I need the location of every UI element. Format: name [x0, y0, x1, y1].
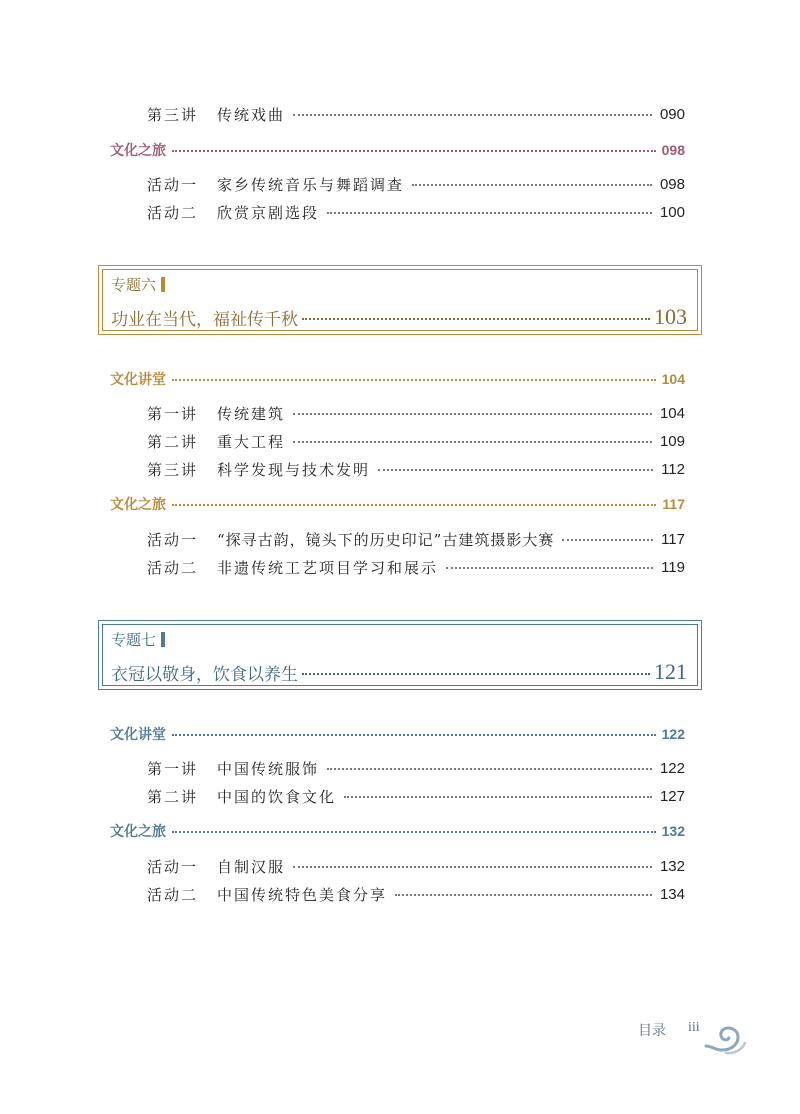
topic-page: 121	[654, 659, 687, 684]
entry-title: 中国传统服饰	[217, 759, 320, 778]
entry-number: 活动二	[147, 203, 199, 222]
entry-page: 109	[659, 432, 685, 450]
entry-title: 文化讲堂	[110, 726, 166, 742]
dot-leader	[172, 734, 656, 736]
entry-title: 中国传统特色美食分享	[217, 885, 388, 904]
dot-leader	[293, 441, 652, 443]
dot-leader	[172, 150, 656, 152]
footer-page-number: iii	[688, 1020, 700, 1035]
entry-page: 117	[662, 496, 685, 512]
toc-entry-culture-journey-6[interactable]	[110, 492, 685, 516]
page-footer	[638, 1020, 700, 1040]
entry-title: 重大工程	[217, 432, 286, 451]
topic-label-text: 专题七	[111, 632, 157, 649]
topic-label-text: 专题六	[111, 277, 157, 294]
entry-page: 132	[661, 823, 685, 839]
entry-title: “探寻古韵，镜头下的历史印记”古建筑摄影大赛	[217, 530, 555, 549]
dot-leader	[172, 379, 656, 381]
toc-entry-activity1-music-survey[interactable]	[147, 172, 685, 196]
dot-leader	[293, 866, 652, 868]
entry-page: 098	[661, 142, 685, 158]
entry-number: 第三讲	[147, 105, 199, 124]
dot-leader	[344, 796, 652, 798]
toc-entry-lecture1-architecture[interactable]	[147, 401, 685, 425]
entry-title: 欣赏京剧选段	[217, 203, 320, 222]
topic7-header-box[interactable]	[98, 620, 702, 690]
toc-entry-lecture3-opera[interactable]	[147, 102, 685, 126]
toc-entry-activity2-peking-opera[interactable]	[147, 200, 685, 224]
entry-page: 112	[661, 460, 685, 478]
topic-title: 功业在当代，福祉传千秋	[111, 309, 298, 330]
toc-entry-activity2-heritage-craft[interactable]	[147, 555, 685, 579]
entry-number: 第一讲	[147, 404, 199, 423]
entry-title: 文化之旅	[110, 496, 166, 512]
toc-entry-activity1-hanfu[interactable]	[147, 854, 685, 878]
entry-page: 127	[659, 787, 685, 805]
footer-label: 目录	[638, 1023, 666, 1039]
topic6-header-box[interactable]	[98, 265, 702, 335]
toc-entry-lecture3-science[interactable]	[147, 457, 685, 481]
entry-page: 100	[659, 203, 685, 221]
entry-number: 第二讲	[147, 787, 199, 806]
dot-leader	[172, 504, 656, 506]
dot-leader	[327, 212, 652, 214]
entry-page: 090	[659, 105, 685, 123]
toc-entry-culture-journey-7[interactable]	[110, 819, 685, 843]
entry-number: 第三讲	[147, 460, 199, 479]
entry-number: 活动一	[147, 857, 199, 876]
entry-number: 活动一	[147, 530, 199, 549]
entry-number: 第一讲	[147, 759, 199, 778]
dot-leader	[302, 318, 650, 320]
entry-title: 中国的饮食文化	[217, 787, 337, 806]
entry-page: 104	[659, 404, 685, 422]
topic-title: 衣冠以敬身，饮食以养生	[111, 664, 298, 685]
dot-leader	[446, 567, 653, 569]
entry-number: 第二讲	[147, 432, 199, 451]
entry-title: 传统戏曲	[217, 105, 286, 124]
entry-page: 119	[661, 558, 685, 576]
label-bar-icon	[161, 632, 165, 647]
topic-title-line	[111, 304, 687, 330]
entry-page: 104	[661, 371, 685, 387]
entry-number: 活动二	[147, 558, 199, 577]
topic-title-line	[111, 659, 687, 685]
entry-title: 家乡传统音乐与舞蹈调查	[217, 175, 405, 194]
toc-entry-lecture2-engineering[interactable]	[147, 429, 685, 453]
topic-page: 103	[654, 304, 687, 329]
dot-leader	[293, 413, 652, 415]
entry-page: 122	[659, 759, 685, 777]
entry-title: 文化之旅	[110, 142, 166, 158]
auspicious-cloud-icon	[704, 1026, 748, 1056]
entry-page: 122	[661, 726, 685, 742]
toc-entry-lecture2-food-culture[interactable]	[147, 784, 685, 808]
entry-title: 传统建筑	[217, 404, 286, 423]
entry-page: 098	[659, 175, 685, 193]
entry-page: 117	[661, 530, 685, 548]
toc-entry-culture-journey-5[interactable]	[110, 138, 685, 162]
entry-number: 活动二	[147, 885, 199, 904]
label-bar-icon	[161, 277, 165, 292]
dot-leader	[562, 539, 653, 541]
toc-entry-culture-hall-7[interactable]	[110, 722, 685, 746]
toc-entry-activity2-food-sharing[interactable]	[147, 882, 685, 906]
topic-label	[111, 629, 165, 650]
dot-leader	[172, 831, 656, 833]
entry-title: 文化讲堂	[110, 371, 166, 387]
entry-title: 自制汉服	[217, 857, 286, 876]
entry-page: 134	[659, 885, 685, 903]
toc-entry-culture-hall-6[interactable]	[110, 367, 685, 391]
topic-label	[111, 274, 165, 295]
dot-leader	[302, 673, 650, 675]
entry-page: 132	[659, 857, 685, 875]
entry-title: 非遗传统工艺项目学习和展示	[217, 558, 439, 577]
dot-leader	[412, 184, 652, 186]
dot-leader	[395, 894, 652, 896]
dot-leader	[327, 768, 652, 770]
toc-entry-lecture1-costume[interactable]	[147, 756, 685, 780]
toc-entry-activity1-photo-contest[interactable]	[147, 527, 685, 551]
entry-title: 科学发现与技术发明	[217, 460, 371, 479]
dot-leader	[378, 469, 653, 471]
entry-number: 活动一	[147, 175, 199, 194]
dot-leader	[293, 114, 652, 116]
entry-title: 文化之旅	[110, 823, 166, 839]
